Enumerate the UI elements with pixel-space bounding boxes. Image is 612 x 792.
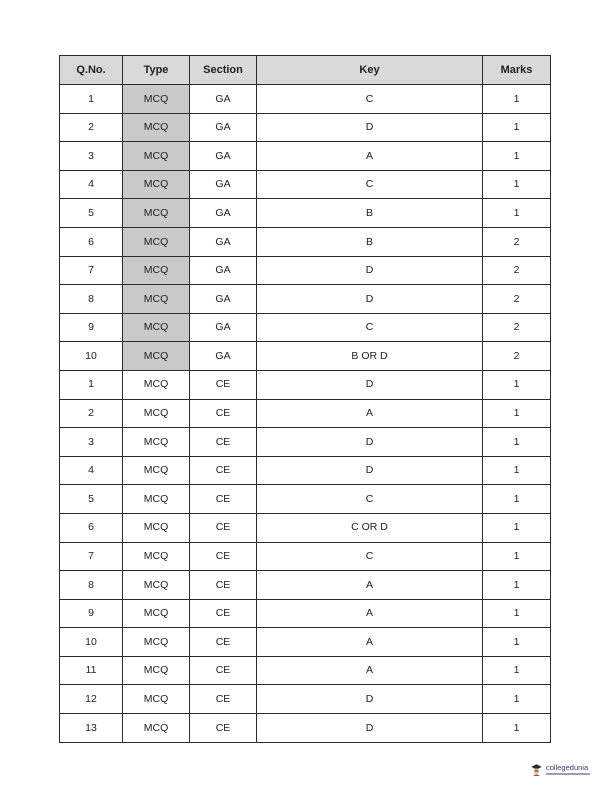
cell-qno: 5 <box>60 485 123 514</box>
cell-key: A <box>257 399 483 428</box>
cell-section: CE <box>190 428 257 457</box>
table-body <box>60 85 551 743</box>
cell-section: CE <box>190 485 257 514</box>
cell-type: MCQ <box>123 170 190 199</box>
table-row <box>60 628 551 657</box>
cell-key: D <box>257 285 483 314</box>
cell-type: MCQ <box>123 370 190 399</box>
cell-qno: 6 <box>60 513 123 542</box>
cell-section: CE <box>190 714 257 743</box>
cell-section: GA <box>190 113 257 142</box>
cell-type: MCQ <box>123 256 190 285</box>
cell-qno: 7 <box>60 542 123 571</box>
cell-marks: 1 <box>483 113 551 142</box>
header-type: Type <box>123 56 190 85</box>
table-row <box>60 313 551 342</box>
table-row <box>60 456 551 485</box>
table-row <box>60 714 551 743</box>
cell-key: D <box>257 714 483 743</box>
cell-marks: 1 <box>483 428 551 457</box>
cell-marks: 1 <box>483 685 551 714</box>
cell-key: C <box>257 85 483 114</box>
table-row <box>60 428 551 457</box>
cell-marks: 1 <box>483 571 551 600</box>
table-row <box>60 485 551 514</box>
cell-marks: 2 <box>483 227 551 256</box>
cell-marks: 1 <box>483 656 551 685</box>
cell-section: CE <box>190 399 257 428</box>
table-row <box>60 370 551 399</box>
cell-type: MCQ <box>123 342 190 371</box>
cell-section: CE <box>190 513 257 542</box>
cell-section: GA <box>190 85 257 114</box>
brand-tagline-mark <box>546 773 590 775</box>
cell-qno: 12 <box>60 685 123 714</box>
cell-key: A <box>257 571 483 600</box>
graduate-mascot-icon <box>530 763 543 776</box>
cell-marks: 1 <box>483 485 551 514</box>
header-marks: Marks <box>483 56 551 85</box>
cell-marks: 1 <box>483 142 551 171</box>
cell-key: D <box>257 456 483 485</box>
cell-type: MCQ <box>123 714 190 743</box>
cell-type: MCQ <box>123 285 190 314</box>
cell-qno: 3 <box>60 142 123 171</box>
cell-marks: 1 <box>483 628 551 657</box>
cell-key: A <box>257 599 483 628</box>
table-header <box>60 56 551 85</box>
cell-type: MCQ <box>123 656 190 685</box>
cell-qno: 5 <box>60 199 123 228</box>
cell-section: CE <box>190 685 257 714</box>
cell-type: MCQ <box>123 313 190 342</box>
header-key: Key <box>257 56 483 85</box>
cell-section: CE <box>190 542 257 571</box>
cell-section: CE <box>190 656 257 685</box>
cell-qno: 4 <box>60 456 123 485</box>
cell-marks: 1 <box>483 199 551 228</box>
cell-type: MCQ <box>123 113 190 142</box>
cell-key: C <box>257 170 483 199</box>
answer-key-table <box>59 55 551 743</box>
cell-section: CE <box>190 599 257 628</box>
cell-type: MCQ <box>123 513 190 542</box>
table-row <box>60 399 551 428</box>
cell-key: D <box>257 370 483 399</box>
cell-section: GA <box>190 285 257 314</box>
cell-key: A <box>257 142 483 171</box>
cell-type: MCQ <box>123 227 190 256</box>
cell-qno: 4 <box>60 170 123 199</box>
cell-qno: 10 <box>60 342 123 371</box>
cell-qno: 6 <box>60 227 123 256</box>
cell-qno: 1 <box>60 85 123 114</box>
cell-key: A <box>257 656 483 685</box>
cell-type: MCQ <box>123 485 190 514</box>
cell-qno: 2 <box>60 399 123 428</box>
cell-marks: 2 <box>483 256 551 285</box>
cell-marks: 1 <box>483 170 551 199</box>
cell-type: MCQ <box>123 628 190 657</box>
cell-section: GA <box>190 313 257 342</box>
table-row <box>60 342 551 371</box>
cell-key: B <box>257 227 483 256</box>
cell-type: MCQ <box>123 456 190 485</box>
cell-key: A <box>257 628 483 657</box>
cell-type: MCQ <box>123 542 190 571</box>
cell-marks: 2 <box>483 285 551 314</box>
table-row <box>60 685 551 714</box>
table-row <box>60 142 551 171</box>
cell-section: CE <box>190 370 257 399</box>
header-section: Section <box>190 56 257 85</box>
cell-qno: 11 <box>60 656 123 685</box>
header-row <box>60 56 551 85</box>
cell-key: B <box>257 199 483 228</box>
cell-section: GA <box>190 256 257 285</box>
cell-type: MCQ <box>123 571 190 600</box>
cell-marks: 1 <box>483 599 551 628</box>
cell-type: MCQ <box>123 85 190 114</box>
table-row <box>60 227 551 256</box>
table-row <box>60 113 551 142</box>
cell-section: CE <box>190 571 257 600</box>
cell-section: GA <box>190 170 257 199</box>
cell-qno: 9 <box>60 599 123 628</box>
cell-qno: 8 <box>60 285 123 314</box>
cell-section: GA <box>190 199 257 228</box>
cell-key: B OR D <box>257 342 483 371</box>
cell-marks: 1 <box>483 399 551 428</box>
header-qno: Q.No. <box>60 56 123 85</box>
table-row <box>60 656 551 685</box>
cell-type: MCQ <box>123 428 190 457</box>
table-row <box>60 85 551 114</box>
table-row <box>60 170 551 199</box>
cell-section: CE <box>190 456 257 485</box>
cell-key: C OR D <box>257 513 483 542</box>
cell-key: C <box>257 485 483 514</box>
cell-key: C <box>257 542 483 571</box>
table-row <box>60 571 551 600</box>
brand-name: collegedunia <box>546 763 589 773</box>
cell-section: GA <box>190 227 257 256</box>
cell-qno: 9 <box>60 313 123 342</box>
cell-section: CE <box>190 628 257 657</box>
table-row <box>60 199 551 228</box>
cell-qno: 1 <box>60 370 123 399</box>
cell-qno: 8 <box>60 571 123 600</box>
cell-type: MCQ <box>123 599 190 628</box>
table-row <box>60 542 551 571</box>
table-row <box>60 513 551 542</box>
cell-key: D <box>257 256 483 285</box>
cell-qno: 3 <box>60 428 123 457</box>
cell-type: MCQ <box>123 199 190 228</box>
table-row <box>60 256 551 285</box>
cell-marks: 2 <box>483 313 551 342</box>
cell-marks: 1 <box>483 513 551 542</box>
cell-type: MCQ <box>123 142 190 171</box>
table-row <box>60 599 551 628</box>
table-row <box>60 285 551 314</box>
cell-marks: 1 <box>483 456 551 485</box>
cell-key: C <box>257 313 483 342</box>
cell-qno: 10 <box>60 628 123 657</box>
brand-logo <box>530 763 590 776</box>
brand-text <box>546 764 590 775</box>
cell-key: D <box>257 685 483 714</box>
cell-type: MCQ <box>123 685 190 714</box>
cell-type: MCQ <box>123 399 190 428</box>
cell-marks: 1 <box>483 542 551 571</box>
cell-section: GA <box>190 342 257 371</box>
cell-qno: 2 <box>60 113 123 142</box>
cell-marks: 1 <box>483 714 551 743</box>
cell-qno: 13 <box>60 714 123 743</box>
cell-marks: 1 <box>483 370 551 399</box>
cell-key: D <box>257 113 483 142</box>
cell-qno: 7 <box>60 256 123 285</box>
cell-section: GA <box>190 142 257 171</box>
cell-marks: 2 <box>483 342 551 371</box>
cell-key: D <box>257 428 483 457</box>
cell-marks: 1 <box>483 85 551 114</box>
